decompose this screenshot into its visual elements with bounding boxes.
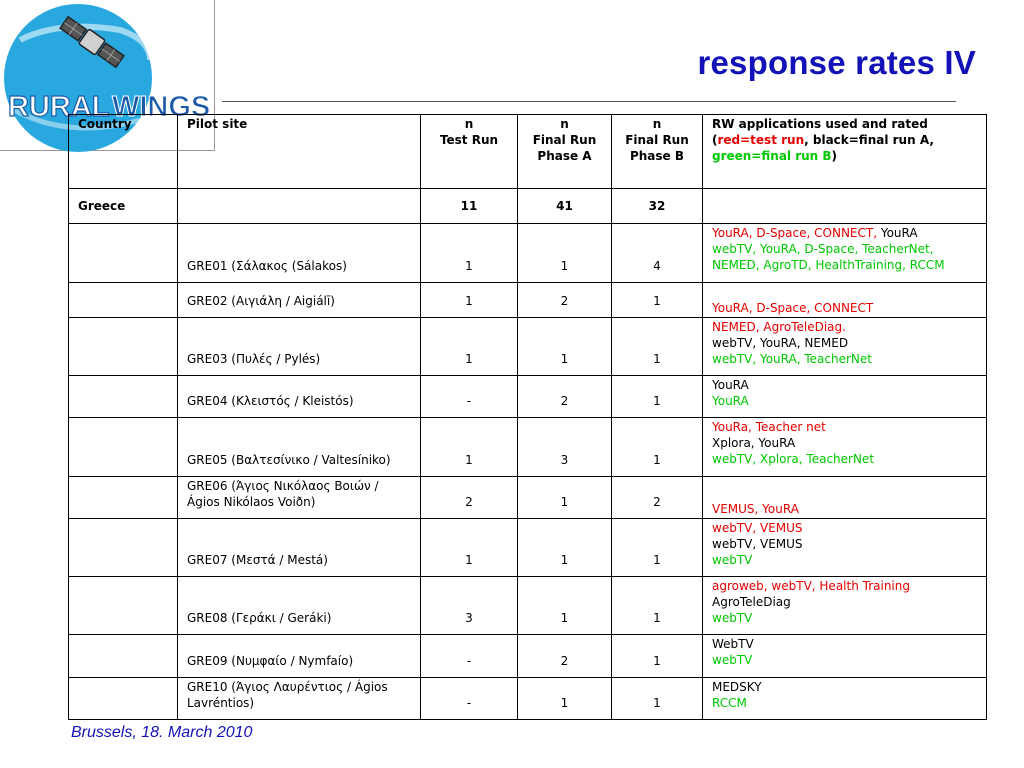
applications-line xyxy=(712,451,977,467)
summary-pilot-site xyxy=(178,189,421,224)
application-text: webTV, VEMUS xyxy=(712,520,803,535)
header-phase-b: n Final Run Phase B xyxy=(612,115,703,189)
applications-line xyxy=(712,520,977,536)
applications-line xyxy=(712,319,977,335)
application-text: YouRA, D-Space, CONNECT xyxy=(712,300,874,315)
application-text: webTV, YouRA, D-Space, TeacherNet, xyxy=(712,242,934,257)
cell-applications xyxy=(703,282,987,317)
cell-phase-a: 2 xyxy=(518,635,612,677)
cell-pilot-site: GRE06 (Άγιος Νικόλαος Βοιών / Ágios Nikólaos Voiðn) xyxy=(178,476,421,518)
cell-test-run: 1 xyxy=(421,282,518,317)
cell-pilot-site: GRE09 (Νυμφαίο / Nymfaío) xyxy=(178,635,421,677)
application-text: webTV, YouRA, TeacherNet xyxy=(712,351,872,366)
cell-applications xyxy=(703,317,987,375)
cell-phase-a: 1 xyxy=(518,577,612,635)
cell-test-run: 2 xyxy=(421,476,518,518)
table-row xyxy=(69,677,987,719)
cell-phase-a: 2 xyxy=(518,282,612,317)
applications-line xyxy=(712,536,977,552)
cell-phase-b: 1 xyxy=(612,317,703,375)
cell-applications xyxy=(703,418,987,476)
cell-phase-b: 4 xyxy=(612,224,703,282)
application-text: webTV, VEMUS xyxy=(712,536,803,551)
application-text: agroweb, webTV, Health Training xyxy=(712,579,910,594)
application-text: Xplora, YouRA xyxy=(712,436,796,451)
cell-applications xyxy=(703,677,987,719)
cell-pilot-site: GRE10 (Άγιος Λαυρέντιος / Ágios Lavréntios) xyxy=(178,677,421,719)
logo-text-wings: WINGS xyxy=(112,91,211,123)
applications-line xyxy=(712,300,977,316)
title-divider xyxy=(222,101,956,102)
applications-line xyxy=(712,610,977,626)
cell-phase-a: 1 xyxy=(518,476,612,518)
application-text: YouRa, Teacher net xyxy=(712,420,826,435)
application-text: VEMUS, YouRA xyxy=(712,501,799,516)
cell-phase-b: 1 xyxy=(612,376,703,418)
application-text: webTV xyxy=(712,653,753,668)
cell-country xyxy=(69,476,178,518)
table-row xyxy=(69,317,987,375)
cell-phase-b: 1 xyxy=(612,518,703,576)
cell-phase-a: 1 xyxy=(518,518,612,576)
application-text: YouRA xyxy=(712,378,749,393)
header-phase-a: n Final Run Phase A xyxy=(518,115,612,189)
cell-applications xyxy=(703,518,987,576)
cell-phase-b: 1 xyxy=(612,577,703,635)
cell-test-run: 1 xyxy=(421,418,518,476)
table-row xyxy=(69,376,987,418)
cell-phase-b: 2 xyxy=(612,476,703,518)
applications-line xyxy=(712,594,977,610)
summary-country: Greece xyxy=(69,189,178,224)
applications-line xyxy=(712,695,977,711)
cell-test-run: - xyxy=(421,376,518,418)
summary-phase-a: 41 xyxy=(518,189,612,224)
applications-line xyxy=(712,652,977,668)
application-text: WebTV xyxy=(712,637,754,652)
application-text: RCCM xyxy=(712,695,747,710)
cell-phase-a: 1 xyxy=(518,224,612,282)
applications-line xyxy=(712,377,977,393)
cell-pilot-site: GRE05 (Βαλτεσίνικο / Valtesíniko) xyxy=(178,418,421,476)
cell-pilot-site: GRE01 (Σάλακος (Sálakos) xyxy=(178,224,421,282)
application-text: YouRA, D-Space, CONNECT, xyxy=(712,226,881,241)
applications-line xyxy=(712,435,977,451)
cell-phase-b: 1 xyxy=(612,282,703,317)
applications-line xyxy=(712,225,977,241)
cell-country xyxy=(69,577,178,635)
table-row xyxy=(69,282,987,317)
cell-pilot-site: GRE08 (Γεράκι / Geráki) xyxy=(178,577,421,635)
summary-phase-b: 32 xyxy=(612,189,703,224)
cell-phase-b: 1 xyxy=(612,677,703,719)
cell-country xyxy=(69,418,178,476)
summary-test-run: 11 xyxy=(421,189,518,224)
applications-line xyxy=(712,679,977,695)
cell-test-run: 1 xyxy=(421,317,518,375)
cell-phase-a: 1 xyxy=(518,677,612,719)
header-test-run: n Test Run xyxy=(421,115,518,189)
applications-line xyxy=(712,552,977,568)
application-text: webTV, YouRA, NEMED xyxy=(712,335,849,350)
cell-applications xyxy=(703,577,987,635)
cell-applications xyxy=(703,476,987,518)
cell-test-run: - xyxy=(421,677,518,719)
cell-phase-a: 1 xyxy=(518,317,612,375)
response-rates-table xyxy=(68,114,987,720)
cell-phase-a: 2 xyxy=(518,376,612,418)
application-text: webTV xyxy=(712,552,753,567)
application-text: webTV, Xplora, TeacherNet xyxy=(712,452,875,467)
cell-country xyxy=(69,224,178,282)
table-row xyxy=(69,518,987,576)
applications-line xyxy=(712,241,977,257)
cell-applications xyxy=(703,635,987,677)
cell-pilot-site: GRE04 (Κλειστός / Kleistós) xyxy=(178,376,421,418)
cell-phase-a: 3 xyxy=(518,418,612,476)
application-text: NEMED, AgroTD, HealthTraining, RCCM xyxy=(712,258,945,273)
application-text: YouRA xyxy=(880,226,918,241)
applications-line xyxy=(712,578,977,594)
applications-line xyxy=(712,393,977,409)
applications-line xyxy=(712,419,977,435)
application-text: AgroTeleDiag xyxy=(712,595,791,610)
cell-country xyxy=(69,317,178,375)
cell-applications xyxy=(703,224,987,282)
cell-country xyxy=(69,677,178,719)
header-pilot-site: Pilot site xyxy=(178,115,421,189)
applications-line xyxy=(712,257,977,273)
cell-pilot-site: GRE02 (Αιγιάλη / Aigiálī) xyxy=(178,282,421,317)
footer-date: Brussels, 18. March 2010 xyxy=(71,724,253,741)
applications-line xyxy=(712,351,977,367)
cell-test-run: 1 xyxy=(421,224,518,282)
applications-line xyxy=(712,335,977,351)
logo-text-rural: RURAL xyxy=(8,91,110,123)
application-text: YouRA xyxy=(712,394,749,409)
application-text: MEDSKY xyxy=(712,679,762,694)
slide-title: response rates IV xyxy=(697,44,976,81)
cell-test-run: 1 xyxy=(421,518,518,576)
cell-test-run: 3 xyxy=(421,577,518,635)
applications-line xyxy=(712,501,977,517)
cell-applications xyxy=(703,376,987,418)
application-text: webTV xyxy=(712,611,753,626)
table-row xyxy=(69,635,987,677)
cell-test-run: - xyxy=(421,635,518,677)
header-country: Country xyxy=(69,115,178,189)
header-row xyxy=(69,115,987,189)
summary-applications xyxy=(703,189,987,224)
applications-line xyxy=(712,636,977,652)
table-row xyxy=(69,418,987,476)
cell-country xyxy=(69,635,178,677)
table-row xyxy=(69,224,987,282)
cell-pilot-site: GRE07 (Μεστά / Mestá) xyxy=(178,518,421,576)
table-row xyxy=(69,577,987,635)
header-applications: RW applications used and rated (red=test run, black=final run A, green=final run B) xyxy=(703,115,987,189)
cell-phase-b: 1 xyxy=(612,418,703,476)
table-row xyxy=(69,476,987,518)
cell-country xyxy=(69,518,178,576)
cell-phase-b: 1 xyxy=(612,635,703,677)
cell-country xyxy=(69,376,178,418)
cell-country xyxy=(69,282,178,317)
cell-pilot-site: GRE03 (Πυλές / Pylés) xyxy=(178,317,421,375)
application-text: NEMED, AgroTeleDiag. xyxy=(712,319,846,334)
summary-row-greece xyxy=(69,189,987,224)
